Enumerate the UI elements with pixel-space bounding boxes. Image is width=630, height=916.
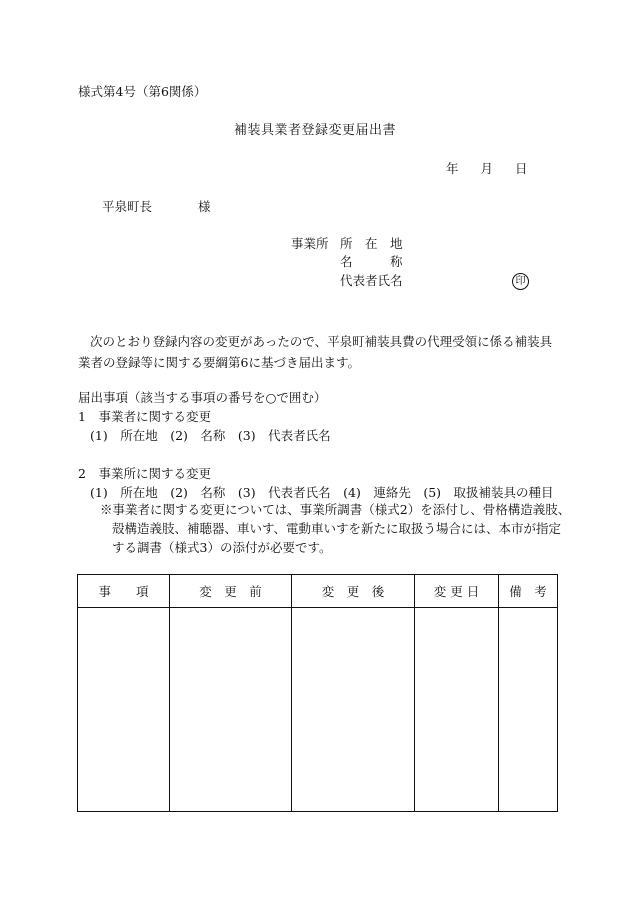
notification-heading: 届出事項（該当する事項の番号を○で囲む） <box>78 390 327 405</box>
notification-items <box>78 388 554 502</box>
name-label: 名 称 <box>340 254 403 269</box>
form-number: 様式第4号（第6関係） <box>78 84 207 99</box>
addressee-name: 平泉町長 <box>102 199 153 214</box>
cell-change-date[interactable] <box>415 608 499 812</box>
header-before: 変 更 前 <box>170 575 292 608</box>
cell-after[interactable] <box>292 608 415 812</box>
header-after: 変 更 後 <box>292 575 415 608</box>
representative-label: 代表者氏名 <box>340 273 403 288</box>
section2-note: ※事業者に関する変更については、事業所調書（様式2）を添付し、骨格構造義肢、殻構造義肢、補聴器、車いす、電動車いすを新たに取扱う場合には、本市が指定する調書（様式3）の添付が必要です。 <box>100 502 571 555</box>
date-line <box>446 163 528 176</box>
date-year: 年 <box>446 161 459 176</box>
section2-options: (1) 所在地 (2) 名称 (3) 代表者氏名 (4) 連絡先 (5) 取扱補装具の種目 <box>90 485 554 500</box>
change-record-table <box>77 574 558 812</box>
header-change-date: 変 更 日 <box>415 575 499 608</box>
date-day: 日 <box>515 161 528 176</box>
section1-title: 1 事業者に関する変更 <box>78 409 211 424</box>
cell-before[interactable] <box>170 608 292 812</box>
date-month: 月 <box>480 161 494 176</box>
section1-options: (1) 所在地 (2) 名称 (3) 代表者氏名 <box>90 428 331 443</box>
cell-remarks[interactable] <box>499 608 558 812</box>
seal-mark: 印 <box>512 273 529 290</box>
addressee-honorific: 様 <box>198 199 211 214</box>
table-header-row <box>78 575 558 608</box>
intro-paragraph: 次のとおり登録内容の変更があったので、平泉町補装具費の代理受領に係る補装具業者の登録等に関する要綱第6に基づき届出ます。 <box>78 334 553 370</box>
document-title: 補装具業者登録変更届出書 <box>233 123 396 138</box>
section2-title: 2 事業所に関する変更 <box>78 466 211 481</box>
cell-item[interactable] <box>78 608 170 812</box>
table-row <box>78 608 558 812</box>
location-label: 所 在 地 <box>340 236 403 251</box>
header-item: 事 項 <box>78 575 170 608</box>
office-label: 事業所 <box>291 236 329 251</box>
header-remarks: 備 考 <box>499 575 558 608</box>
